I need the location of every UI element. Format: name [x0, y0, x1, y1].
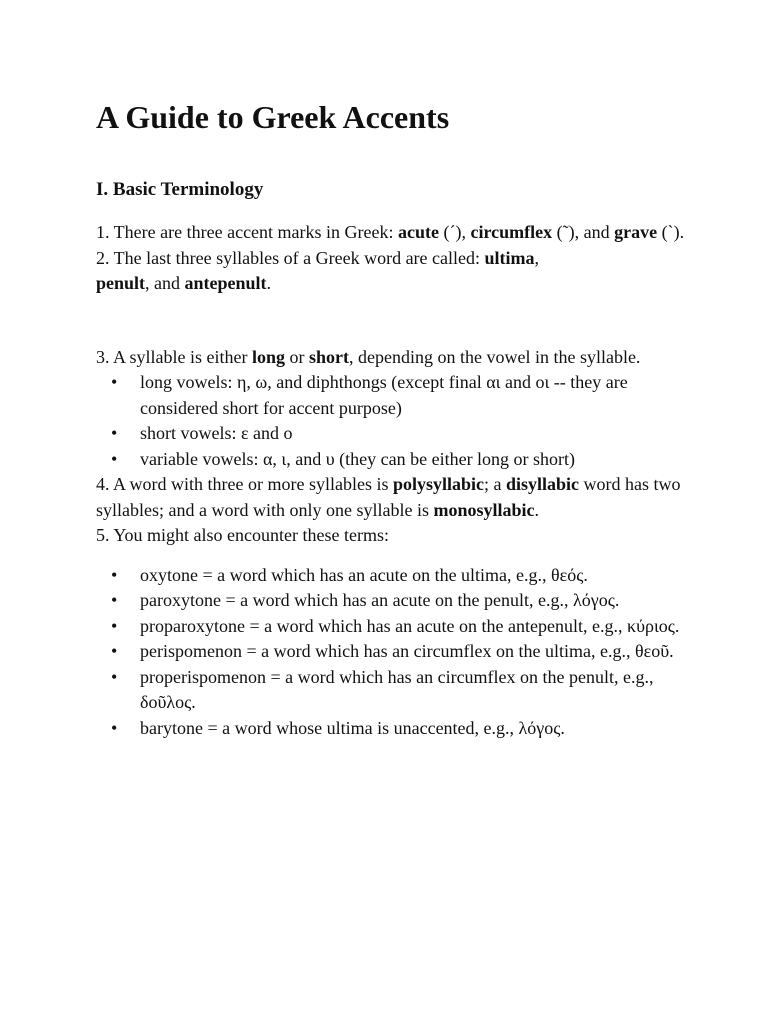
grave-symbol: (`).	[657, 222, 685, 242]
list-item-text: variable vowels: α, ι, and υ (they can be either long or short)	[140, 448, 576, 469]
list-item	[96, 588, 688, 614]
term-polysyllabic: polysyllabic	[392, 474, 484, 494]
page-title: A Guide to Greek Accents	[96, 99, 450, 135]
item-3-post: , depending on the vowel in the syllable.	[349, 346, 641, 367]
item-4-period: .	[534, 499, 539, 520]
term-acute: acute	[398, 222, 439, 242]
bullet-icon: •	[111, 564, 118, 585]
bullet-icon: •	[111, 717, 118, 738]
vowel-list	[96, 370, 688, 472]
list-item	[96, 421, 688, 447]
list-item	[96, 639, 688, 665]
bullet-icon: •	[111, 448, 118, 469]
list-item	[96, 563, 688, 589]
item-3	[96, 345, 688, 371]
list-item-text: perispomenon = a word which has an circumflex on the ultima, e.g., θεοῦ.	[140, 641, 674, 661]
item-2-and: , and	[145, 273, 185, 293]
list-item-text: oxytone = a word which has an acute on the ultima, e.g., θεός.	[140, 564, 588, 585]
term-ultima: ultima	[484, 247, 535, 268]
list-item-text: barytone = a word whose ultima is unaccented, e.g., λόγος.	[140, 717, 565, 738]
term-circumflex: circumflex	[470, 222, 553, 242]
term-long: long	[251, 346, 285, 367]
list-item-text: short vowels: ε and ο	[140, 423, 293, 443]
list-item	[96, 447, 688, 473]
item-3-or: or	[285, 346, 309, 367]
list-item	[96, 370, 688, 421]
bullet-icon: •	[111, 372, 118, 392]
list-item-text: long vowels: η, ω, and diphthongs (except final αι and οι -- they are considered short for accent purpose)	[140, 372, 628, 418]
bullet-icon: •	[111, 615, 118, 636]
term-short: short	[309, 346, 349, 367]
term-penult: penult	[96, 273, 146, 293]
item-1	[96, 220, 688, 246]
acute-symbol: (´),	[439, 222, 471, 242]
terms-list	[96, 563, 688, 742]
circumflex-symbol: (῀),	[552, 222, 584, 242]
item-4-text: 4. A word with three or more syllables is	[96, 474, 393, 494]
item-4-mid: ; a	[484, 474, 506, 494]
bullet-icon: •	[111, 590, 118, 610]
list-item	[96, 665, 688, 716]
term-disyllabic: disyllabic	[506, 474, 580, 494]
term-grave: grave	[614, 222, 658, 242]
item-2-comma: ,	[534, 247, 540, 268]
item-3-text: 3. A syllable is either	[96, 346, 252, 367]
bullet-icon: •	[111, 423, 118, 443]
item-1-and: and	[583, 222, 615, 242]
list-item-text: properispomenon = a word which has an circumflex on the penult, e.g., δοῦλος.	[140, 666, 654, 712]
term-antepenult: antepenult	[184, 273, 267, 293]
item-4-mid2: word has two syllables; and a word with only one syllable is	[96, 474, 681, 520]
list-item-text: proparoxytone = a word which has an acute on the antepenult, e.g., κύριος.	[140, 615, 680, 636]
list-item-text: paroxytone = a word which has an acute on the penult, e.g., λόγος.	[140, 590, 620, 610]
section-body	[96, 220, 688, 741]
item-2-period: .	[266, 273, 272, 293]
bullet-icon: •	[111, 641, 118, 661]
item-2	[96, 246, 688, 297]
term-monosyllabic: monosyllabic	[433, 499, 535, 520]
item-4	[96, 472, 688, 523]
list-item	[96, 716, 688, 742]
item-5: 5. You might also encounter these terms:	[96, 525, 389, 545]
bullet-icon: •	[111, 666, 118, 687]
list-item	[96, 614, 688, 640]
item-1-text: 1. There are three accent marks in Greek:	[96, 222, 399, 242]
item-2-text: 2. The last three syllables of a Greek word are called:	[96, 247, 485, 268]
section-heading: I. Basic Terminology	[96, 179, 264, 200]
